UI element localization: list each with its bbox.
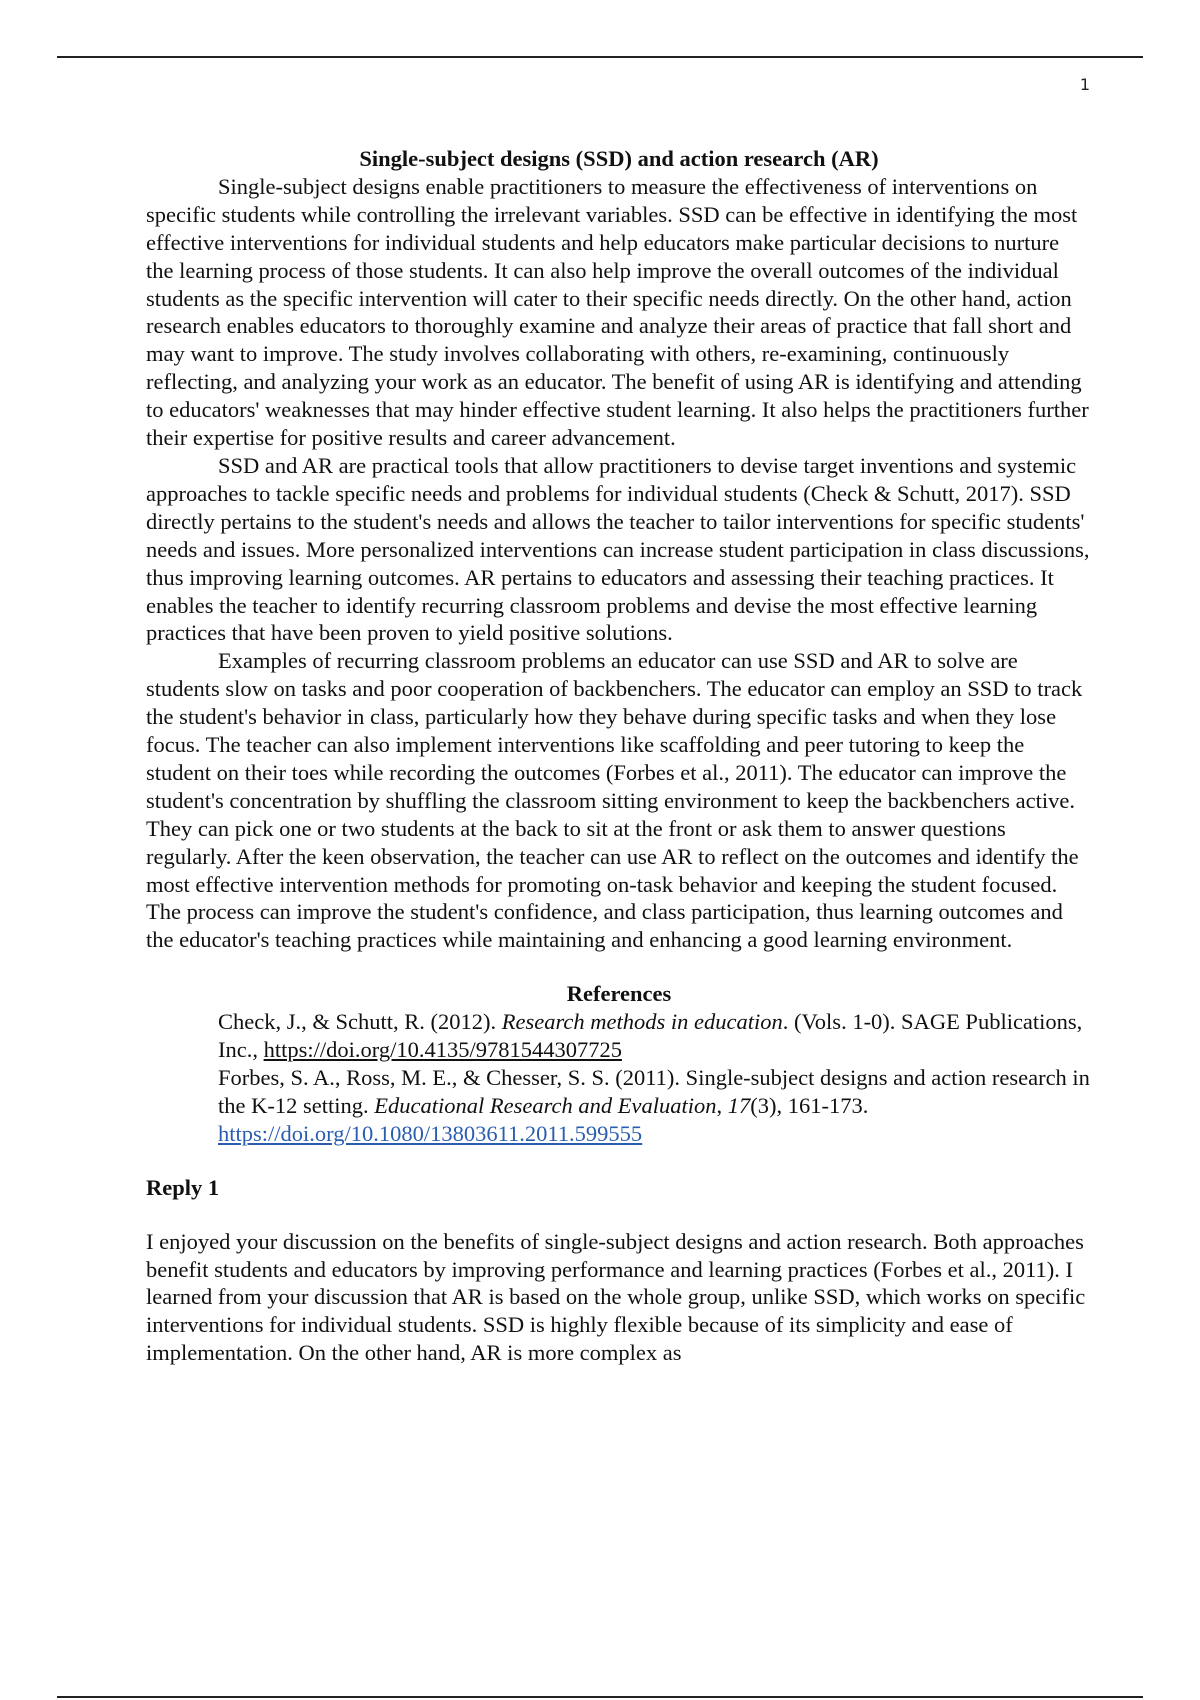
reference-2-separator: , (716, 1092, 728, 1118)
document-body (146, 145, 1092, 1367)
page-number: 1 (1079, 75, 1090, 94)
reference-2-doi-link[interactable]: https://doi.org/10.1080/13803611.2011.599555 (218, 1120, 643, 1146)
reference-2-issue-pages: (3), 161-173. (750, 1092, 869, 1118)
document-title: Single-subject designs (SSD) and action research (AR) (359, 146, 879, 171)
reference-2-volume: 17 (727, 1092, 751, 1118)
reference-1-publisher: . (Vols. 1-0). SAGE Publications, Inc., (218, 1009, 1083, 1063)
reference-check-schutt (218, 1008, 1092, 1064)
reference-1-authors: Check, J., & Schutt, R. (2012). (218, 1009, 502, 1035)
reference-1-title: Research methods in education (501, 1009, 783, 1035)
reply-heading: Reply 1 (146, 1174, 220, 1200)
reference-2-journal: Educational Research and Evaluation (374, 1092, 717, 1118)
references-heading: References (566, 981, 672, 1007)
reply-body: I enjoyed your discussion on the benefits of single-subject designs and action research. Both approaches benefit students and educators by improving performance and learning practices (Forbes et al., 2011). I learned from your discussion that AR is based on the whole group, unlike SSD, which works on specific interventions for individual students. SSD is highly flexible because of its simplicity and ease of implementation. On the other hand, AR is more complex as (146, 1228, 1086, 1366)
reference-1-doi-link[interactable]: https://doi.org/10.4135/9781544307725 (263, 1037, 622, 1063)
header-rule (57, 56, 1143, 58)
reference-forbes (218, 1064, 1092, 1148)
footer-rule (57, 1696, 1143, 1698)
paragraph-3: Examples of recurring classroom problems an educator can use SSD and AR to solve are students slow on tasks and poor cooperation of backbenchers. The educator can employ an SSD to track the student's behavior in class, particularly how they behave during specific tasks and when they lose focus. The teacher can also implement interventions like scaffolding and peer tutoring to keep the student on their toes while recording the outcomes (Forbes et al., 2011). The educator can improve the student's concentration by shuffling the classroom sitting environment to keep the backbenchers active. They can pick one or two students at the back to sit at the front or ask them to answer questions regularly. After the keen observation, the teacher can use AR to reflect on the outcomes and identify the most effective intervention methods for promoting on-task behavior and keeping the student focused. The process can improve the student's confidence, and class participation, thus learning outcomes and the educator's teaching practices while maintaining and enhancing a good learning environment. (146, 648, 1083, 953)
paragraph-2: SSD and AR are practical tools that allow practitioners to devise target inventions and systemic approaches to tackle specific needs and problems for individual students (Check & Schutt, 2017). SSD directly pertains to the student's needs and allows the teacher to tailor interventions for specific students' needs and issues. More personalized interventions can increase student participation in class discussions, thus improving learning outcomes. AR pertains to educators and assessing their teaching practices. It enables the teacher to identify recurring classroom problems and devise the most effective learning practices that have been proven to yield positive solutions. (146, 452, 1090, 646)
reference-2-authors-title: Forbes, S. A., Ross, M. E., & Chesser, S. S. (2011). Single-subject designs and action research in the K-12 setting. (218, 1065, 1090, 1118)
paragraph-1: Single-subject designs enable practitioners to measure the effectiveness of interventions on specific students while controlling the irrelevant variables. SSD can be effective in identifying the most effective interventions for individual students and help educators make particular decisions to nurture the learning process of those students. It can also help improve the overall outcomes of the individual students as the specific intervention will cater to their specific needs directly. On the other hand, action research enables educators to thoroughly examine and analyze their areas of practice that fall short and may want to improve. The study involves collaborating with others, re-examining, continuously reflecting, and analyzing your work as an educator. The benefit of using AR is identifying and attending to educators' weaknesses that may hinder effective student learning. It also helps the practitioners further their expertise for positive results and career advancement. (146, 173, 1089, 451)
